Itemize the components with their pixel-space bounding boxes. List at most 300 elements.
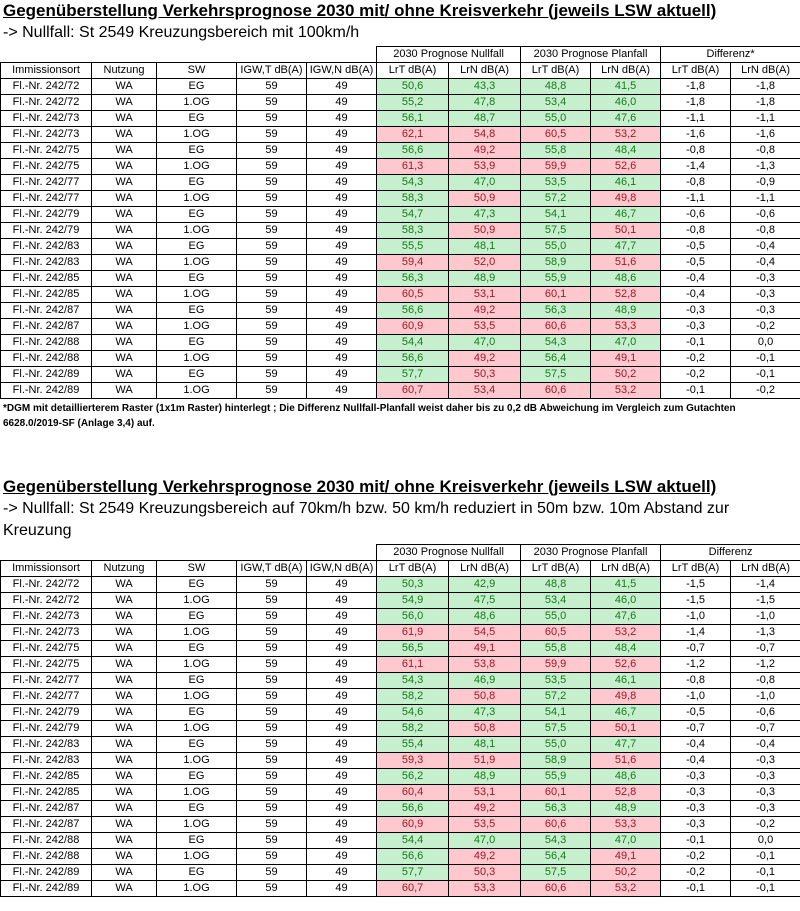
cell-immissionsort: Fl.-Nr. 242/77 [1, 191, 92, 207]
cell-diff-lrt: -0,8 [661, 143, 731, 159]
col-igw-t: IGW,T dB(A) [237, 561, 307, 577]
cell-sw: 1.OG [157, 191, 237, 207]
cell-null-lrn: 53,1 [449, 785, 521, 801]
cell-plan-lrn: 46,0 [591, 593, 661, 609]
cell-plan-lrn: 48,6 [591, 769, 661, 785]
cell-nutzung: WA [92, 785, 157, 801]
cell-igw-t: 59 [237, 383, 307, 399]
cell-immissionsort: Fl.-Nr. 242/72 [1, 593, 92, 609]
cell-plan-lrt: 53,5 [521, 673, 591, 689]
cell-diff-lrt: -1,4 [661, 159, 731, 175]
cell-igw-n: 49 [307, 833, 377, 849]
cell-null-lrn: 50,9 [449, 223, 521, 239]
cell-plan-lrt: 56,3 [521, 801, 591, 817]
table-row [1, 673, 800, 689]
cell-diff-lrn: -0,3 [731, 271, 800, 287]
cell-plan-lrt: 54,3 [521, 335, 591, 351]
cell-diff-lrn: -1,3 [731, 625, 800, 641]
cell-igw-t: 59 [237, 79, 307, 95]
cell-immissionsort: Fl.-Nr. 242/73 [1, 111, 92, 127]
section-2 [0, 476, 800, 897]
cell-igw-t: 59 [237, 577, 307, 593]
cell-plan-lrt: 56,4 [521, 849, 591, 865]
cell-igw-n: 49 [307, 593, 377, 609]
col-immissionsort: Immissionsort [1, 63, 92, 79]
cell-immissionsort: Fl.-Nr. 242/72 [1, 577, 92, 593]
cell-null-lrt: 56,6 [377, 143, 449, 159]
cell-igw-n: 49 [307, 705, 377, 721]
table-row [1, 641, 800, 657]
cell-igw-t: 59 [237, 191, 307, 207]
cell-immissionsort: Fl.-Nr. 242/75 [1, 641, 92, 657]
cell-diff-lrt: -1,6 [661, 127, 731, 143]
cell-plan-lrn: 47,7 [591, 737, 661, 753]
cell-nutzung: WA [92, 593, 157, 609]
cell-null-lrt: 54,7 [377, 207, 449, 223]
cell-nutzung: WA [92, 111, 157, 127]
cell-igw-n: 49 [307, 127, 377, 143]
cell-nutzung: WA [92, 737, 157, 753]
cell-null-lrn: 47,0 [449, 175, 521, 191]
cell-null-lrn: 50,8 [449, 689, 521, 705]
cell-igw-t: 59 [237, 705, 307, 721]
cell-nutzung: WA [92, 849, 157, 865]
col-diff-lrn: LrN dB(A) [731, 63, 800, 79]
cell-nutzung: WA [92, 143, 157, 159]
cell-plan-lrn: 48,4 [591, 143, 661, 159]
cell-igw-n: 49 [307, 577, 377, 593]
table-row [1, 303, 800, 319]
cell-sw: EG [157, 577, 237, 593]
col-sw: SW [157, 561, 237, 577]
cell-igw-n: 49 [307, 769, 377, 785]
cell-sw: EG [157, 609, 237, 625]
cell-igw-n: 49 [307, 287, 377, 303]
cell-plan-lrn: 48,9 [591, 801, 661, 817]
cell-immissionsort: Fl.-Nr. 242/72 [1, 95, 92, 111]
cell-igw-t: 59 [237, 367, 307, 383]
cell-diff-lrn: -0,3 [731, 753, 800, 769]
cell-sw: 1.OG [157, 689, 237, 705]
cell-diff-lrn: -0,4 [731, 239, 800, 255]
cell-null-lrt: 54,4 [377, 833, 449, 849]
cell-sw: 1.OG [157, 593, 237, 609]
cell-plan-lrn: 47,6 [591, 609, 661, 625]
cell-igw-t: 59 [237, 801, 307, 817]
table-row [1, 175, 800, 191]
cell-igw-n: 49 [307, 721, 377, 737]
cell-null-lrn: 49,2 [449, 143, 521, 159]
cell-null-lrt: 54,9 [377, 593, 449, 609]
cell-nutzung: WA [92, 95, 157, 111]
cell-null-lrt: 56,6 [377, 303, 449, 319]
cell-plan-lrt: 60,6 [521, 383, 591, 399]
cell-igw-n: 49 [307, 223, 377, 239]
cell-plan-lrn: 48,4 [591, 641, 661, 657]
cell-immissionsort: Fl.-Nr. 242/79 [1, 705, 92, 721]
cell-sw: EG [157, 303, 237, 319]
cell-diff-lrt: -0,8 [661, 673, 731, 689]
table-row [1, 785, 800, 801]
col-plan-lrn: LrN dB(A) [591, 63, 661, 79]
cell-plan-lrt: 60,6 [521, 881, 591, 897]
cell-sw: EG [157, 769, 237, 785]
cell-diff-lrt: -0,5 [661, 239, 731, 255]
cell-diff-lrn: -1,0 [731, 689, 800, 705]
cell-null-lrt: 60,9 [377, 817, 449, 833]
cell-diff-lrn: -0,8 [731, 143, 800, 159]
cell-nutzung: WA [92, 817, 157, 833]
table-row [1, 255, 800, 271]
cell-diff-lrn: -0,7 [731, 641, 800, 657]
cell-diff-lrt: -0,3 [661, 303, 731, 319]
table-row [1, 159, 800, 175]
cell-igw-n: 49 [307, 881, 377, 897]
cell-diff-lrn: -1,4 [731, 577, 800, 593]
cell-plan-lrn: 47,0 [591, 833, 661, 849]
cell-immissionsort: Fl.-Nr. 242/83 [1, 239, 92, 255]
footnote: *DGM mit detaillierterem Raster (1x1m Raster) hinterlegt ; Die Differenz Nullfall-Planfall weist daher bis zu 0,2 dB Abweichung im Vergleich zum Gutachten 6628.0/2019-SF (Anlage 3,4) auf. [3, 403, 736, 429]
cell-plan-lrn: 51,6 [591, 753, 661, 769]
cell-diff-lrn: -1,2 [731, 657, 800, 673]
cell-null-lrn: 48,6 [449, 609, 521, 625]
cell-diff-lrn: -0,2 [731, 817, 800, 833]
cell-plan-lrn: 53,3 [591, 817, 661, 833]
cell-plan-lrn: 49,1 [591, 351, 661, 367]
cell-null-lrn: 46,9 [449, 673, 521, 689]
cell-nutzung: WA [92, 159, 157, 175]
cell-sw: EG [157, 641, 237, 657]
section-2-title: Gegenüberstellung Verkehrsprognose 2030 mit/ ohne Kreisverkehr (jeweils LSW aktuell) [3, 477, 717, 496]
cell-null-lrn: 48,7 [449, 111, 521, 127]
cell-igw-n: 49 [307, 191, 377, 207]
cell-plan-lrn: 51,6 [591, 255, 661, 271]
cell-diff-lrn: -1,8 [731, 79, 800, 95]
cell-immissionsort: Fl.-Nr. 242/89 [1, 383, 92, 399]
cell-igw-n: 49 [307, 865, 377, 881]
table-row [1, 319, 800, 335]
cell-plan-lrt: 54,1 [521, 705, 591, 721]
cell-igw-n: 49 [307, 319, 377, 335]
cell-nutzung: WA [92, 657, 157, 673]
cell-diff-lrt: -0,2 [661, 865, 731, 881]
cell-diff-lrt: -0,3 [661, 785, 731, 801]
cell-plan-lrn: 47,7 [591, 239, 661, 255]
table-row [1, 577, 800, 593]
cell-immissionsort: Fl.-Nr. 242/88 [1, 849, 92, 865]
cell-plan-lrt: 53,4 [521, 593, 591, 609]
table-row [1, 95, 800, 111]
cell-null-lrn: 47,0 [449, 833, 521, 849]
cell-nutzung: WA [92, 287, 157, 303]
cell-diff-lrn: -0,8 [731, 223, 800, 239]
cell-igw-n: 49 [307, 79, 377, 95]
cell-immissionsort: Fl.-Nr. 242/88 [1, 351, 92, 367]
cell-igw-t: 59 [237, 95, 307, 111]
cell-diff-lrn: -0,1 [731, 865, 800, 881]
table-row [1, 143, 800, 159]
cell-diff-lrt: -0,3 [661, 769, 731, 785]
cell-plan-lrt: 58,9 [521, 255, 591, 271]
cell-sw: 1.OG [157, 625, 237, 641]
cell-diff-lrt: -0,2 [661, 367, 731, 383]
cell-igw-n: 49 [307, 207, 377, 223]
cell-null-lrn: 53,5 [449, 319, 521, 335]
section-1-title: Gegenüberstellung Verkehrsprognose 2030 mit/ ohne Kreisverkehr (jeweils LSW aktuell) [3, 1, 717, 20]
cell-plan-lrt: 57,5 [521, 721, 591, 737]
col-sw: SW [157, 63, 237, 79]
cell-plan-lrn: 46,7 [591, 705, 661, 721]
table-row [1, 239, 800, 255]
table-row [1, 593, 800, 609]
cell-plan-lrn: 52,6 [591, 159, 661, 175]
cell-igw-t: 59 [237, 593, 307, 609]
cell-nutzung: WA [92, 335, 157, 351]
section-2-subtitle: -> Nullfall: St 2549 Kreuzungsbereich auf 70km/h bzw. 50 km/h reduziert in 50m bzw. 10m Abstand zur Kreuzung [3, 500, 730, 539]
cell-null-lrn: 52,0 [449, 255, 521, 271]
cell-sw: EG [157, 801, 237, 817]
cell-diff-lrn: -0,2 [731, 383, 800, 399]
cell-plan-lrt: 56,3 [521, 303, 591, 319]
cell-null-lrn: 48,9 [449, 769, 521, 785]
cell-plan-lrt: 53,4 [521, 95, 591, 111]
cell-sw: 1.OG [157, 785, 237, 801]
cell-nutzung: WA [92, 319, 157, 335]
cell-null-lrn: 50,8 [449, 721, 521, 737]
cell-null-lrt: 59,4 [377, 255, 449, 271]
cell-sw: 1.OG [157, 351, 237, 367]
results-table-1 [0, 46, 800, 399]
section-1-subtitle: -> Nullfall: St 2549 Kreuzungsbereich mit 100km/h [3, 24, 360, 41]
cell-immissionsort: Fl.-Nr. 242/88 [1, 335, 92, 351]
cell-null-lrt: 54,3 [377, 175, 449, 191]
cell-igw-t: 59 [237, 287, 307, 303]
cell-null-lrt: 54,4 [377, 335, 449, 351]
cell-null-lrt: 58,2 [377, 721, 449, 737]
cell-igw-t: 59 [237, 239, 307, 255]
table-body-1 [1, 79, 800, 399]
cell-sw: 1.OG [157, 95, 237, 111]
cell-immissionsort: Fl.-Nr. 242/89 [1, 865, 92, 881]
cell-sw: EG [157, 111, 237, 127]
cell-null-lrt: 56,5 [377, 641, 449, 657]
cell-diff-lrt: -1,8 [661, 95, 731, 111]
cell-nutzung: WA [92, 769, 157, 785]
cell-plan-lrt: 55,8 [521, 641, 591, 657]
cell-null-lrn: 49,1 [449, 641, 521, 657]
cell-plan-lrt: 55,0 [521, 737, 591, 753]
cell-null-lrn: 50,3 [449, 367, 521, 383]
cell-immissionsort: Fl.-Nr. 242/75 [1, 159, 92, 175]
cell-diff-lrn: -0,4 [731, 255, 800, 271]
cell-sw: 1.OG [157, 753, 237, 769]
cell-plan-lrn: 52,6 [591, 657, 661, 673]
cell-plan-lrt: 55,0 [521, 239, 591, 255]
cell-nutzung: WA [92, 207, 157, 223]
cell-igw-t: 59 [237, 271, 307, 287]
cell-null-lrn: 53,5 [449, 817, 521, 833]
cell-sw: EG [157, 673, 237, 689]
table-row [1, 335, 800, 351]
cell-diff-lrn: -1,6 [731, 127, 800, 143]
table-row [1, 801, 800, 817]
cell-plan-lrt: 60,5 [521, 127, 591, 143]
cell-plan-lrn: 46,1 [591, 673, 661, 689]
cell-sw: EG [157, 737, 237, 753]
cell-diff-lrt: -0,3 [661, 817, 731, 833]
table-row [1, 689, 800, 705]
cell-diff-lrt: -0,5 [661, 705, 731, 721]
cell-nutzung: WA [92, 577, 157, 593]
cell-diff-lrt: -0,4 [661, 737, 731, 753]
cell-sw: 1.OG [157, 159, 237, 175]
cell-immissionsort: Fl.-Nr. 242/77 [1, 673, 92, 689]
col-igw-n: IGW,N dB(A) [307, 561, 377, 577]
cell-immissionsort: Fl.-Nr. 242/72 [1, 79, 92, 95]
cell-null-lrt: 61,9 [377, 625, 449, 641]
cell-igw-n: 49 [307, 239, 377, 255]
section-1 [0, 0, 800, 431]
cell-nutzung: WA [92, 609, 157, 625]
group-header-row [1, 47, 800, 63]
cell-igw-t: 59 [237, 111, 307, 127]
cell-plan-lrt: 54,3 [521, 833, 591, 849]
table-row [1, 79, 800, 95]
cell-diff-lrn: -0,4 [731, 737, 800, 753]
cell-null-lrt: 61,1 [377, 657, 449, 673]
cell-igw-n: 49 [307, 625, 377, 641]
cell-diff-lrt: -1,8 [661, 79, 731, 95]
cell-plan-lrn: 53,2 [591, 383, 661, 399]
cell-igw-n: 49 [307, 801, 377, 817]
cell-null-lrt: 56,3 [377, 271, 449, 287]
cell-null-lrt: 57,7 [377, 367, 449, 383]
column-header-row [1, 561, 800, 577]
cell-plan-lrt: 55,0 [521, 609, 591, 625]
cell-plan-lrn: 53,2 [591, 625, 661, 641]
cell-igw-t: 59 [237, 817, 307, 833]
cell-diff-lrn: -1,5 [731, 593, 800, 609]
cell-null-lrt: 54,3 [377, 673, 449, 689]
cell-igw-n: 49 [307, 367, 377, 383]
cell-diff-lrt: -0,4 [661, 287, 731, 303]
cell-sw: 1.OG [157, 287, 237, 303]
cell-igw-t: 59 [237, 769, 307, 785]
cell-plan-lrt: 48,8 [521, 79, 591, 95]
cell-plan-lrn: 50,2 [591, 367, 661, 383]
col-igw-t: IGW,T dB(A) [237, 63, 307, 79]
cell-null-lrn: 47,5 [449, 593, 521, 609]
cell-plan-lrn: 53,3 [591, 319, 661, 335]
group-header-nullfall: 2030 Prognose Nullfall [377, 545, 521, 561]
table-row [1, 881, 800, 897]
cell-igw-t: 59 [237, 849, 307, 865]
cell-plan-lrt: 55,9 [521, 271, 591, 287]
cell-plan-lrt: 60,1 [521, 785, 591, 801]
cell-igw-t: 59 [237, 833, 307, 849]
cell-igw-n: 49 [307, 159, 377, 175]
cell-plan-lrn: 47,0 [591, 335, 661, 351]
cell-immissionsort: Fl.-Nr. 242/79 [1, 223, 92, 239]
cell-immissionsort: Fl.-Nr. 242/75 [1, 657, 92, 673]
cell-sw: EG [157, 79, 237, 95]
table-row [1, 367, 800, 383]
cell-nutzung: WA [92, 175, 157, 191]
cell-diff-lrt: -1,1 [661, 111, 731, 127]
cell-diff-lrn: -0,3 [731, 801, 800, 817]
cell-null-lrt: 62,1 [377, 127, 449, 143]
cell-diff-lrn: -1,1 [731, 191, 800, 207]
cell-plan-lrt: 58,9 [521, 753, 591, 769]
cell-plan-lrt: 55,9 [521, 769, 591, 785]
cell-diff-lrn: -1,1 [731, 111, 800, 127]
col-nutzung: Nutzung [92, 63, 157, 79]
cell-igw-t: 59 [237, 657, 307, 673]
cell-igw-n: 49 [307, 641, 377, 657]
cell-diff-lrn: -0,7 [731, 721, 800, 737]
cell-diff-lrt: -0,1 [661, 833, 731, 849]
cell-plan-lrt: 55,0 [521, 111, 591, 127]
cell-sw: 1.OG [157, 721, 237, 737]
cell-immissionsort: Fl.-Nr. 242/85 [1, 271, 92, 287]
cell-immissionsort: Fl.-Nr. 242/75 [1, 143, 92, 159]
cell-sw: EG [157, 833, 237, 849]
cell-diff-lrn: -1,8 [731, 95, 800, 111]
cell-sw: EG [157, 175, 237, 191]
cell-nutzung: WA [92, 689, 157, 705]
cell-immissionsort: Fl.-Nr. 242/85 [1, 785, 92, 801]
cell-plan-lrn: 53,2 [591, 881, 661, 897]
cell-igw-t: 59 [237, 753, 307, 769]
group-header-planfall: 2030 Prognose Planfall [521, 545, 661, 561]
cell-igw-t: 59 [237, 673, 307, 689]
cell-igw-t: 59 [237, 335, 307, 351]
table-row [1, 191, 800, 207]
cell-plan-lrn: 52,8 [591, 785, 661, 801]
cell-diff-lrn: -0,1 [731, 351, 800, 367]
cell-diff-lrn: -1,3 [731, 159, 800, 175]
table-row [1, 625, 800, 641]
cell-null-lrn: 47,3 [449, 207, 521, 223]
cell-null-lrn: 53,9 [449, 159, 521, 175]
cell-igw-n: 49 [307, 143, 377, 159]
cell-nutzung: WA [92, 79, 157, 95]
cell-diff-lrn: 0,0 [731, 833, 800, 849]
col-diff-lrt: LrT dB(A) [661, 561, 731, 577]
cell-nutzung: WA [92, 833, 157, 849]
table-body-2 [1, 577, 800, 897]
cell-immissionsort: Fl.-Nr. 242/83 [1, 255, 92, 271]
cell-null-lrt: 56,6 [377, 801, 449, 817]
cell-null-lrt: 56,1 [377, 111, 449, 127]
cell-immissionsort: Fl.-Nr. 242/79 [1, 721, 92, 737]
cell-igw-n: 49 [307, 95, 377, 111]
cell-null-lrn: 47,8 [449, 95, 521, 111]
table-row [1, 207, 800, 223]
col-null-lrt: LrT dB(A) [377, 561, 449, 577]
cell-null-lrn: 49,2 [449, 351, 521, 367]
cell-plan-lrt: 54,1 [521, 207, 591, 223]
col-nutzung: Nutzung [92, 561, 157, 577]
cell-igw-n: 49 [307, 351, 377, 367]
cell-sw: 1.OG [157, 881, 237, 897]
group-header-differenz: Differenz [661, 545, 800, 561]
cell-nutzung: WA [92, 801, 157, 817]
cell-null-lrn: 48,9 [449, 271, 521, 287]
column-header-row [1, 63, 800, 79]
cell-sw: 1.OG [157, 849, 237, 865]
cell-immissionsort: Fl.-Nr. 242/79 [1, 207, 92, 223]
